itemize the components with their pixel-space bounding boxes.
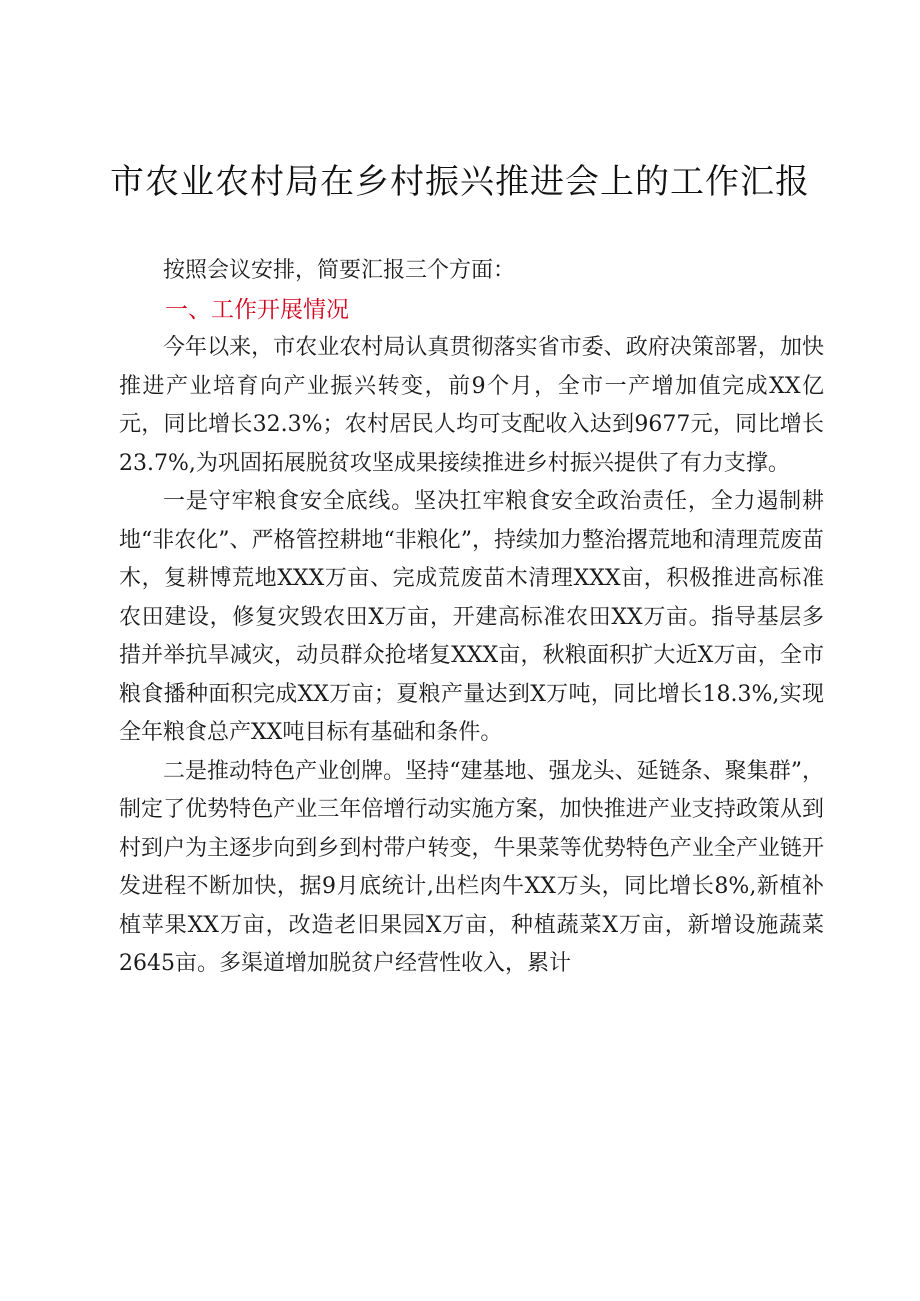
section-heading-1: 一、工作开展情况 (165, 296, 349, 323)
document-body (119, 252, 824, 984)
paragraph-overview: 今年以来，市农业农村局认真贯彻落实省市委、政府决策部署，加快推进产业培育向产业振兴转变，前9个月，全市一产增加值完成XX亿元，同比增长32.3%；农村居民人均可支配收入达到9677元，同比增长23.7%,为巩固拓展脱贫攻坚成果接续推进乡村振兴提供了有力支撑。 (119, 335, 824, 476)
document-title: 市农业农村局在乡村振兴推进会上的工作汇报 (110, 162, 810, 202)
paragraph-grain-security: 一是守牢粮食安全底线。坚决扛牢粮食安全政治责任，全力遏制耕地“非农化”、严格管控耕地“非粮化”，持续加力整治撂荒地和清理荒废苗木，复耕博荒地XXX万亩、完成荒废苗木清理XXX亩，积极推进高标准农田建设，修复灾毁农田X万亩，开建高标准农田XX万亩。指导基层多措并举抗旱减灾，动员群众抢堵复XXX亩，秋粮面积扩大近X万亩，全市粮食播种面积完成XX万亩；夏粮产量达到X万吨，同比增长18.3%,实现全年粮食总产XX吨目标有基础和条件。 (119, 489, 824, 745)
intro-paragraph: 按照会议安排，简要汇报三个方面： (163, 258, 516, 283)
paragraph-specialty-industry: 二是推动特色产业创牌。坚持“建基地、强龙头、延链条、聚集群”，制定了优势特色产业三年倍增行动实施方案，加快推进产业支持政策从到村到户为主逐步向到乡到村带户转变，牛果菜等优势特色产业全产业链开发进程不断加快，据9月底统计,出栏肉牛XX万头，同比增长8%,新植补植苹果XX万亩，改造老旧果园X万亩，种植蔬菜X万亩，新增设施蔬菜2645亩。多渠道增加脱贫户经营性收入，累计 (119, 758, 824, 976)
